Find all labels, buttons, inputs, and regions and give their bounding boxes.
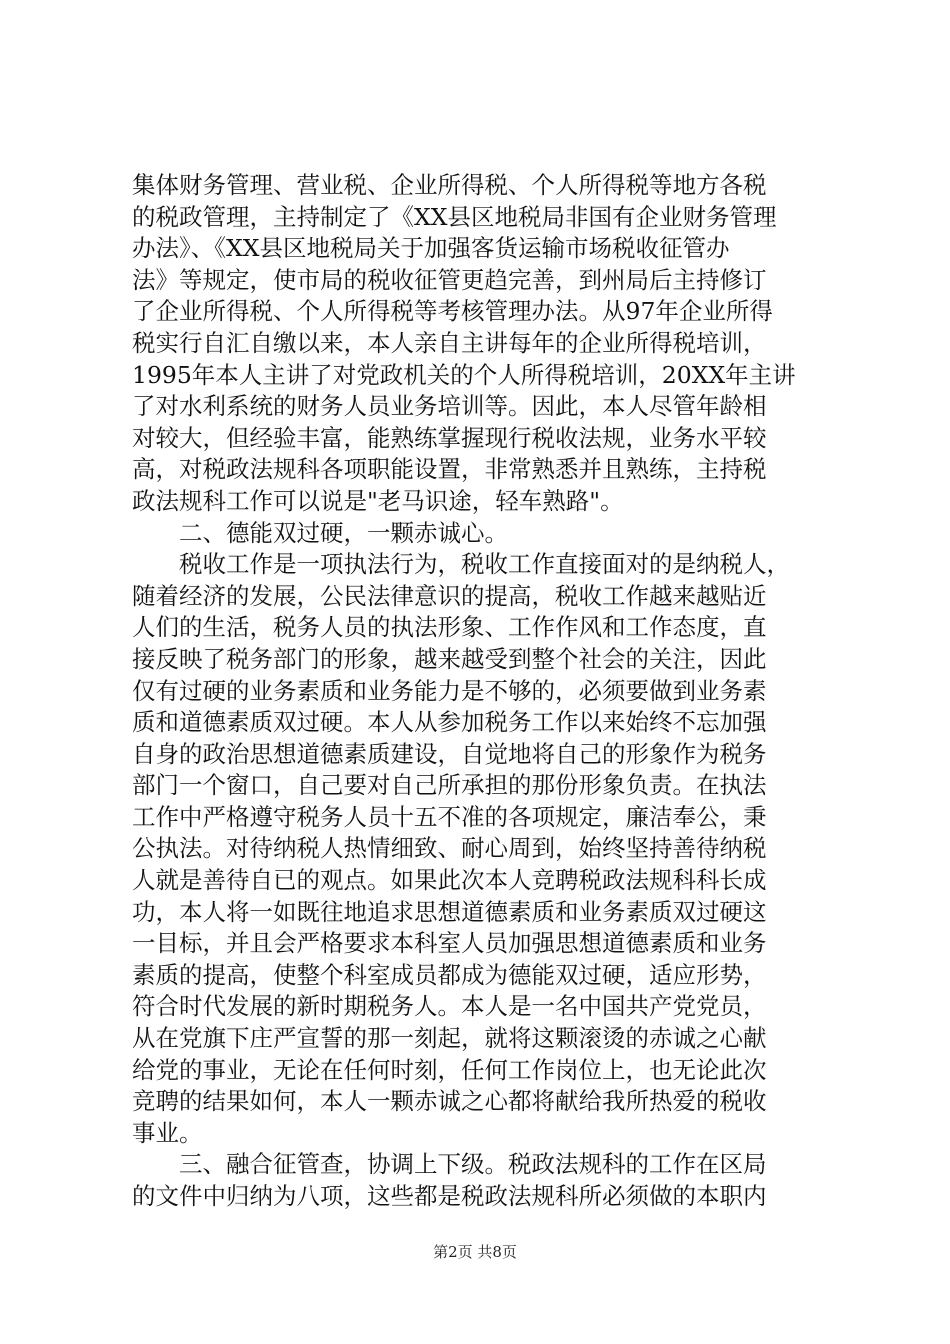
- page-number: 第2页 共8页: [433, 1243, 517, 1261]
- text-line: 了企业所得税、个人所得税等考核管理办法。从97年企业所得: [132, 297, 773, 326]
- text-line: 从在党旗下庄严宣誓的那一刻起，就将这颗滚烫的赤诚之心献: [132, 1024, 767, 1053]
- text-line: 竞聘的结果如何，本人一颗赤诚之心都将献给我所热爱的税收: [132, 1087, 767, 1116]
- text-line: 仅有过硬的业务素质和业务能力是不够的，必须要做到业务素: [132, 676, 767, 705]
- text-line: 高，对税政法规科各项职能设置，非常熟悉并且熟练，主持税: [132, 455, 767, 484]
- text-line: 政法规科工作可以说是"老马识途，轻车熟路"。: [132, 486, 624, 515]
- text-line: 集体财务管理、营业税、企业所得税、个人所得税等地方各税: [132, 171, 767, 199]
- text-line: 人们的生活，税务人员的执法形象、工作作风和工作态度，直: [132, 613, 767, 642]
- text-line: 税实行自汇自缴以来，本人亲自主讲每年的企业所得税培训，: [132, 328, 767, 357]
- text-line: 部门一个窗口，自己要对自己所承担的那份形象负责。在执法: [132, 771, 767, 800]
- text-line: 接反映了税务部门的形象，越来越受到整个社会的关注，因此: [132, 644, 767, 673]
- text-line: 的文件中归纳为八项，这些都是税政法规科所必须做的本职内: [132, 1182, 767, 1210]
- text-line: 的税政管理，主持制定了《XX县区地税局非国有企业财务管理: [132, 202, 777, 231]
- text-line: 质和道德素质双过硬。本人从参加税务工作以来始终不忘加强: [132, 708, 767, 737]
- text-line: 法》等规定，使市局的税收征管更趋完善，到州局后主持修订: [132, 265, 767, 294]
- text-line: 素质的提高，使整个科室成员都成为德能双过硬，适应形势，: [132, 960, 767, 989]
- section-heading: 二、德能双过硬，一颗赤诚心。: [179, 518, 508, 547]
- document-body: [132, 170, 844, 1213]
- text-line: 一目标，并且会严格要求本科室人员加强思想道德素质和业务: [132, 929, 767, 958]
- text-line: 随着经济的发展，公民法律意识的提高，税收工作越来越贴近: [132, 581, 767, 610]
- page-footer: [0, 1241, 950, 1262]
- text-line: 符合时代发展的新时期税务人。本人是一名中国共产党党员，: [132, 992, 767, 1021]
- text-line: 公执法。对待纳税人热情细致、耐心周到，始终坚持善待纳税: [132, 834, 767, 863]
- text-line: 1995年本人主讲了对党政机关的个人所得税培训，20XX年主讲: [132, 360, 796, 389]
- text-line: 功，本人将一如既往地追求思想道德素质和业务素质双过硬这: [132, 897, 767, 926]
- text-line: 事业。: [132, 1118, 203, 1147]
- section-heading: 三、融合征管查，协调上下级。税政法规科的工作在区局: [179, 1150, 767, 1179]
- text-line: 办法》、《XX县区地税局关于加强客货运输市场税收征管办: [132, 234, 730, 263]
- text-line: 对较大，但经验丰富，能熟练掌握现行税收法规，业务水平较: [132, 423, 767, 452]
- text-line: 给党的事业，无论在任何时刻，任何工作岗位上，也无论此次: [132, 1055, 767, 1084]
- text-line: 人就是善待自已的观点。如果此次本人竞聘税政法规科科长成: [132, 866, 767, 895]
- text-line: 了对水利系统的财务人员业务培训等。因此，本人尽管年龄相: [132, 392, 767, 421]
- text-line: 工作中严格遵守税务人员十五不准的各项规定，廉洁奉公，秉: [132, 802, 767, 831]
- text-line: 自身的政治思想道德素质建设，自觉地将自己的形象作为税务: [132, 739, 767, 768]
- paragraph-start-line: 税收工作是一项执法行为，税收工作直接面对的是纳税人，: [179, 550, 790, 579]
